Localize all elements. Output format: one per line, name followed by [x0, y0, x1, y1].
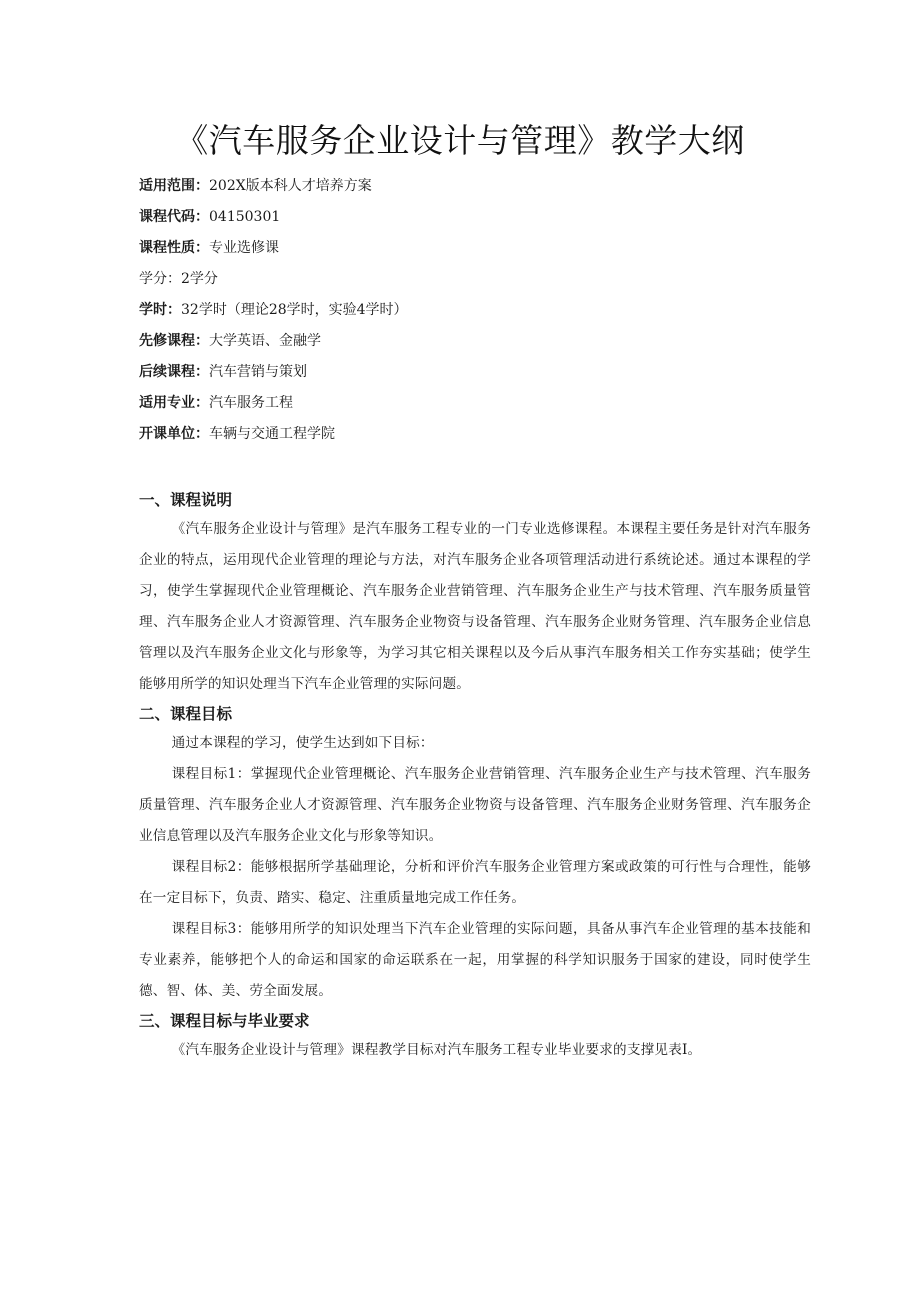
- meta-value: 2学分: [181, 271, 218, 287]
- paragraph: 《汽车服务企业设计与管理》课程教学目标对汽车服务工程专业毕业要求的支撑见表I。: [171, 1042, 702, 1058]
- meta-value: 04150301: [209, 209, 281, 225]
- paragraph: 课程目标2：能够根据所学基础理论，分析和评价汽车服务企业管理方案或政策的可行性与合理性，能够在一定目标下，负责、踏实、稳定、注重质量地完成工作任务。: [139, 859, 811, 906]
- meta-credits: [139, 267, 819, 298]
- meta-value: 专业选修课: [209, 240, 279, 256]
- meta-major: [139, 391, 819, 422]
- meta-hours: [139, 298, 819, 329]
- meta-value: 大学英语、金融学: [209, 333, 321, 349]
- meta-label: 后续课程：: [139, 364, 209, 380]
- meta-label: 学时：: [139, 302, 181, 318]
- document-body: [139, 486, 811, 1066]
- meta-follow-up: [139, 360, 819, 391]
- meta-value: 202X版本科人才培养方案: [209, 178, 372, 194]
- meta-scope: [139, 174, 819, 205]
- section-heading-description: 一、课程说明: [139, 491, 233, 509]
- meta-value: 32学时（理论28学时，实验4学时）: [181, 302, 408, 318]
- paragraph: 《汽车服务企业设计与管理》是汽车服务工程专业的一门专业选修课程。本课程主要任务是针对汽车服务企业的特点，运用现代企业管理的理论与方法，对汽车服务企业各项管理活动进行系统论述。通过本课程的学习，使学生掌握现代企业管理概论、汽车服务企业营销管理、汽车服务企业生产与技术管理、汽车服务质量管理、汽车服务企业人才资源管理、汽车服务企业物资与设备管理、汽车服务企业财务管理、汽车服务企业信息管理以及汽车服务企业文化与形象等，为学习其它相关课程以及今后从事汽车服务相关工作夯实基础；使学生能够用所学的知识处理当下汽车企业管理的实际问题。: [139, 521, 811, 692]
- section-heading-objectives: 二、课程目标: [139, 705, 233, 723]
- course-meta: [139, 174, 819, 453]
- meta-label: 课程性质：: [139, 240, 209, 256]
- meta-prerequisites: [139, 329, 819, 360]
- meta-value: 车辆与交通工程学院: [209, 426, 335, 442]
- meta-course-code: [139, 205, 819, 236]
- meta-label: 先修课程：: [139, 333, 209, 349]
- meta-value: 汽车服务工程: [209, 395, 293, 411]
- section-heading-requirements: 三、课程目标与毕业要求: [139, 1012, 310, 1030]
- paragraph: 课程目标1：掌握现代企业管理概论、汽车服务企业营销管理、汽车服务企业生产与技术管理、汽车服务质量管理、汽车服务企业人才资源管理、汽车服务企业物资与设备管理、汽车服务企业财务管理、汽车服务企业信息管理以及汽车服务企业文化与形象等知识。: [139, 766, 811, 844]
- meta-label: 开课单位：: [139, 426, 209, 442]
- meta-department: [139, 422, 819, 453]
- paragraph: 课程目标3：能够用所学的知识处理当下汽车企业管理的实际问题，具备从事汽车企业管理的基本技能和专业素养，能够把个人的命运和国家的命运联系在一起，用掌握的科学知识服务于国家的建设，同时使学生德、智、体、美、劳全面发展。: [139, 921, 811, 999]
- paragraph: 通过本课程的学习，使学生达到如下目标：: [171, 735, 434, 751]
- meta-label: 适用专业：: [139, 395, 209, 411]
- meta-label: 课程代码：: [139, 209, 209, 225]
- meta-label: 学分：: [139, 271, 181, 287]
- meta-value: 汽车营销与策划: [209, 364, 307, 380]
- meta-course-type: [139, 236, 819, 267]
- meta-label: 适用范围：: [139, 178, 209, 194]
- page-title: 《汽车服务企业设计与管理》教学大纲: [175, 121, 745, 160]
